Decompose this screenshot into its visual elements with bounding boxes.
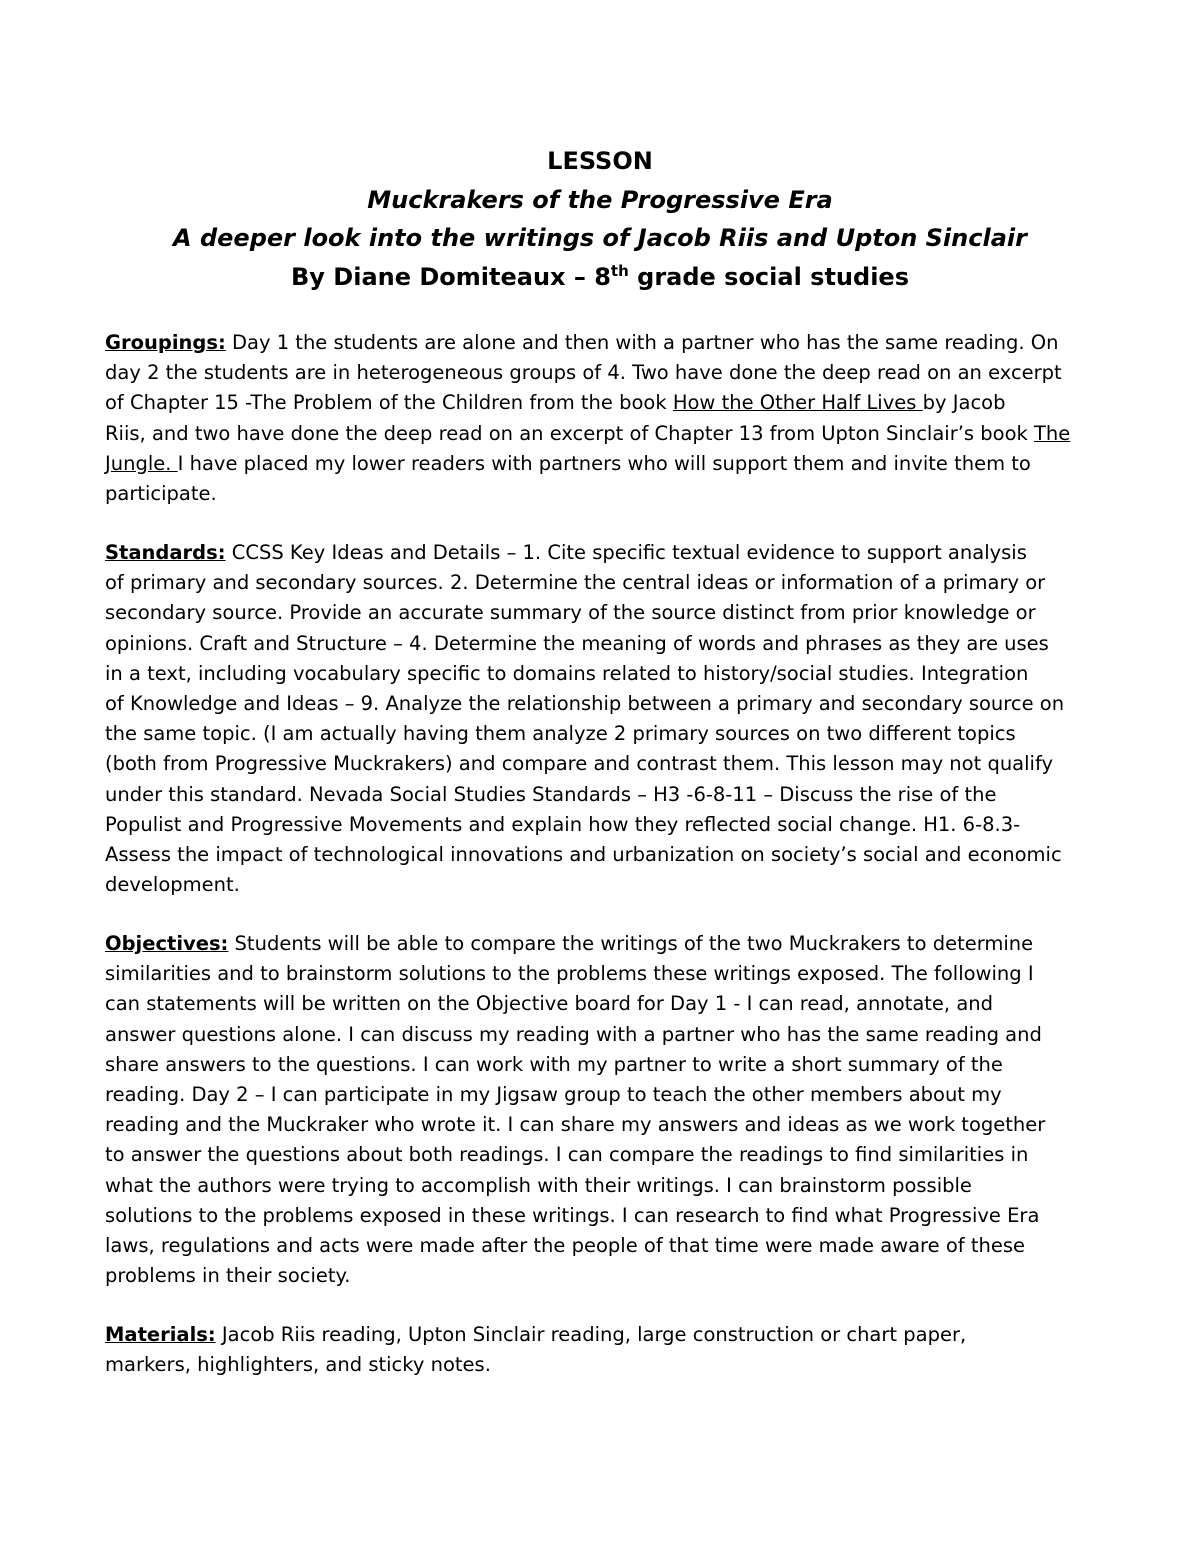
text-line: solutions to the problems exposed in these writings. I can research to find what Progressive Era (105, 1203, 1040, 1227)
text-line: Populist and Progressive Movements and explain how they reflected social change. H1. 6-8.3- (105, 812, 1021, 836)
lesson-title: Muckrakers of the Progressive Era (367, 185, 833, 214)
text-line: in a text, including vocabulary specific to domains related to history/social studies. Integration (105, 661, 1029, 685)
grade-ordinal-suffix: th (610, 261, 629, 280)
text-line: problems in their society. (105, 1264, 351, 1288)
author-line (0, 258, 1200, 297)
text-line: answer questions alone. I can discuss my reading with a partner who has the same reading and (105, 1022, 1042, 1046)
text-line: of Knowledge and Ideas – 9. Analyze the relationship between a primary and secondary source on (105, 692, 1065, 716)
text-line: participate. (105, 482, 217, 506)
text-span: I have placed my lower readers with partners who will support them and invite them to (177, 451, 1031, 475)
standards-heading: Standards: (105, 541, 226, 564)
text-line: share answers to the questions. I can work with my partner to write a short summary of the (105, 1052, 1003, 1076)
text-line: under this standard. Nevada Social Studies Standards – H3 -6-8-11 – Discuss the rise of the (105, 782, 997, 806)
text-line: similarities and to brainstorm solutions to the problems these writings exposed. The following I (105, 962, 1034, 986)
objectives-heading: Objectives: (105, 932, 229, 955)
text-span: of Chapter 15 -The Problem of the Children from the book (105, 391, 673, 415)
author-line-prefix: By Diane Domiteaux – 8 (291, 262, 611, 291)
text-line (105, 929, 1105, 959)
text-span: Riis, and two have done the deep read on an excerpt of Chapter 13 from Upton Sinclair’s book (105, 421, 1035, 445)
text-line (105, 388, 1105, 418)
text-line: (both from Progressive Muckrakers) and compare and contrast them. This lesson may not qualify (105, 752, 1054, 776)
book-title-the-jungle-part2: Jungle. (105, 451, 178, 475)
text-line: to answer the questions about both readings. I can compare the readings to find similarities in (105, 1143, 1029, 1167)
book-title-how-the-other-half-lives: How the Other Half Lives (672, 391, 923, 415)
text-line: can statements will be written on the Objective board for Day 1 - I can read, annotate, and (105, 992, 994, 1016)
text-line (105, 1320, 1105, 1350)
text-line: the same topic. (I am actually having them analyze 2 primary sources on two different topics (105, 722, 1016, 746)
text-line (105, 328, 1105, 358)
text-span: Students will be able to compare the writings of the two Muckrakers to determine (228, 932, 1034, 955)
text-span: Jacob Riis reading, Upton Sinclair reading, large construction or chart paper, (215, 1323, 967, 1346)
text-line: what the authors were trying to accomplish with their writings. I can brainstorm possible (105, 1173, 972, 1197)
text-line: Assess the impact of technological innovations and urbanization on society’s social and economic (105, 843, 1062, 867)
text-line: reading. Day 2 – I can participate in my Jigsaw group to teach the other members about my (105, 1083, 1002, 1107)
lesson-label: LESSON (547, 147, 653, 175)
groupings-section (105, 328, 1105, 509)
text-line: secondary source. Provide an accurate summary of the source distinct from prior knowledge or (105, 601, 1036, 625)
text-span: by Jacob (922, 391, 1006, 415)
text-line: reading and the Muckraker who wrote it. I can share my answers and ideas as we work together (105, 1113, 1046, 1137)
materials-section (105, 1320, 1105, 1380)
groupings-heading: Groupings: (105, 331, 226, 354)
text-line: laws, regulations and acts were made after the people of that time were made aware of these (105, 1234, 1025, 1258)
standards-section (105, 538, 1105, 900)
text-span: Day 1 the students are alone and then with a partner who has the same reading. On (225, 331, 1059, 354)
objectives-section (105, 929, 1105, 1291)
text-line (105, 449, 1105, 479)
text-line: of primary and secondary sources. 2. Determine the central ideas or information of a primary or (105, 571, 1046, 595)
lesson-subtitle: A deeper look into the writings of Jacob Riis and Upton Sinclair (173, 224, 1027, 252)
author-line-suffix: grade social studies (628, 262, 909, 291)
text-line (105, 419, 1105, 449)
text-line (105, 538, 1105, 568)
materials-heading: Materials: (105, 1323, 216, 1346)
text-line: markers, highlighters, and sticky notes. (105, 1353, 491, 1377)
title-block (0, 142, 1200, 296)
text-span: CCSS Key Ideas and Details – 1. Cite specific textual evidence to support analysis (225, 541, 1027, 564)
text-line: day 2 the students are in heterogeneous groups of 4. Two have done the deep read on an excerpt (105, 361, 1062, 385)
book-title-the-jungle-part1: The (1034, 421, 1071, 445)
text-line: development. (105, 873, 240, 897)
text-line: opinions. Craft and Structure – 4. Determine the meaning of words and phrases as they are uses (105, 631, 1049, 655)
